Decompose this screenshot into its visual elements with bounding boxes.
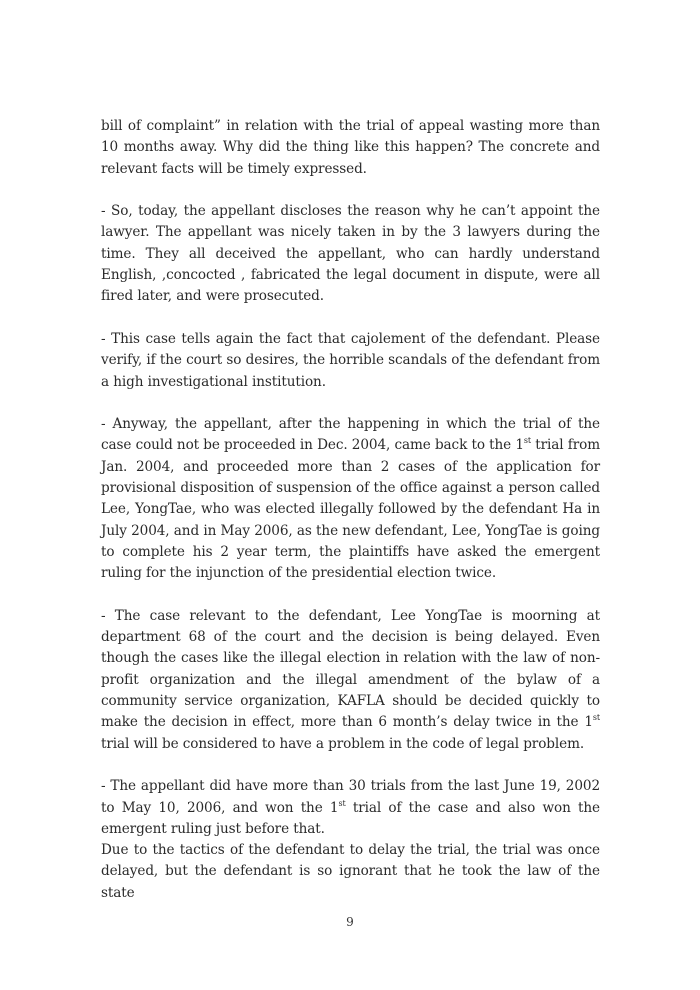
paragraph-delay-tactics — [101, 840, 600, 904]
paragraph-lawyers — [101, 201, 600, 307]
paragraph-complaint-delay — [101, 116, 600, 180]
paragraph-text: - Anyway, the appellant, after the happening in which the trial of the case could not be proceeded in Dec. 2004, came back to the 1 — [101, 416, 600, 454]
ordinal-suffix: st — [592, 713, 600, 723]
paragraph-text: Due to the tactics of the defendant to delay the trial, the trial was once delayed, but the defendant is so ignorant that he took the law of the state — [101, 842, 600, 901]
ordinal-suffix: st — [523, 436, 532, 446]
document-page — [101, 116, 600, 904]
paragraph-text: - This case tells again the fact that cajolement of the defendant. Please verify, if the court so desires, the horrible scandals of the defendant from a high investigational institution. — [101, 330, 600, 390]
paragraph-text: bill of complaint” in relation with the trial of appeal wasting more than 10 months away. Why did the thing like this happen? The concrete and relevant facts will be timely expressed. — [101, 118, 600, 177]
paragraph-30-trials — [101, 776, 600, 840]
paragraph-text: - The appellant did have more than 30 trials from the last June 19, 2002 to May 10, 2006, and won the 1 — [101, 778, 600, 816]
paragraph-text: - So, today, the appellant discloses the reason why he can’t appoint the lawyer. The appellant was nicely taken in by the 3 lawyers during the time. They all deceived the appellant, who can hardly understand English, ,concocted , fabricated the legal document in dispute, were all fired later, and were prosecuted. — [101, 203, 600, 305]
paragraph-department-68 — [101, 606, 600, 755]
paragraph-text: trial from Jan. 2004, and proceeded more than 2 cases of the application for provisional disposition of suspension of the office against a person called Lee, YongTae, who was elected illegally followed by the defendant Ha in July 2004, and in May 2006, as the new defendant, Lee, YongTae is going to complete his 2 year term, the plaintiffs have asked the emergent ruling for the injunction of the presidential election twice. — [101, 437, 600, 582]
page-number: 9 — [346, 915, 354, 929]
paragraph-text: trial will be considered to have a problem in the code of legal problem. — [101, 735, 585, 752]
paragraph-provisional-disposition — [101, 414, 600, 584]
paragraph-text: trial of the case and also won the emergent ruling just before that. — [101, 799, 600, 837]
paragraph-text: - The case relevant to the defendant, Lee YongTae is moorning at department 68 of the court and the decision is being delayed. Even though the cases like the illegal election in relation with the law of non-profit organization and the illegal amendment of the bylaw of a community service organization, KAFLA should be decided quickly to make the decision in effect, more than 6 month’s delay twice in the 1 — [101, 607, 600, 731]
ordinal-suffix: st — [338, 798, 346, 808]
paragraph-cajolement — [101, 329, 600, 393]
